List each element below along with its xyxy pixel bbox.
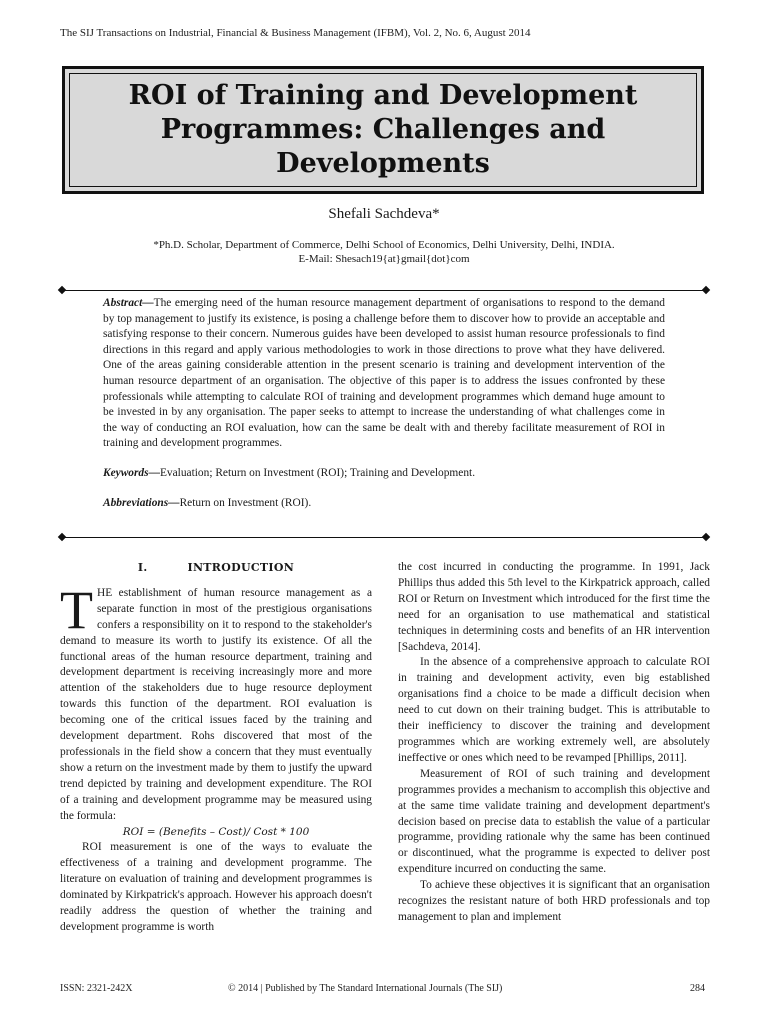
keywords xyxy=(103,466,665,482)
abbreviations-label: Abbreviations— xyxy=(103,496,180,509)
divider-top xyxy=(62,290,706,291)
column-right xyxy=(398,560,710,926)
paper-title: ROI of Training and Development Programmes: Challenges and Developments xyxy=(128,80,638,179)
intro-paragraph-1 xyxy=(60,579,372,825)
right-paragraph-1: the cost incurred in conducting the programme. In 1991, Jack Phillips thus added this 5th level to the Kirkpatrick approach, called ROI or Return on Investment which introduced for the first time the need for an organisation to use mathematical and statistical techniques in determining costs and benefits of an HR intervention [Sachdeva, 2014]. xyxy=(398,561,710,653)
abstract-label: Abstract— xyxy=(103,297,154,309)
section-number: I. xyxy=(137,561,148,574)
abbreviations-text: Return on Investment (ROI). xyxy=(179,496,312,509)
column-left xyxy=(60,560,372,936)
divider-diamond-left xyxy=(58,286,66,294)
abstract xyxy=(103,296,665,452)
author-email: E-Mail: Shesach19{at}gmail{dot}com xyxy=(298,253,470,265)
intro-paragraph-1-text: HE establishment of human resource management as a separate function in most of the prestigious organisations confers a responsibility on it to respond to the stakeholder's demand to measure its worth to justify its existence. Of all the functional areas of the human resource department, training and development department is receiving increasingly more and more attention of the stakeholders due to huge resource deployment towards this function of the department. ROI evaluation is becoming one of the critical issues faced by the training and development department. Rohs discovered that most of the professionals in the field show a concern that they must eventually show a return on the investment made by them to justify the upward trend depicted by training and development expenditure. The ROI of a training and development programme may be measured using the formula: xyxy=(60,586,372,822)
abstract-text: The emerging need of the human resource management department of organisations to respond to the demand by top management to justify its existence, is posing a challenge before them to discover how to provide an acceptable and satisfying response to their concern. Numerous guides have been developed to assist human resource professionals to find directions in this regard and apply various methodologies to work in those directions to prove what they have delivered. One of the areas gaining considerable attention in the present scenario is training and development intervention of the human resource department of an organisation. The objective of this paper is to address the issues confronted by these professionals while attempting to calculate ROI of training and development programmes which demand huge amount to be invested in by any organisation. The paper seeks to attempt to increase the understanding of what challenges come in the way of conducting an ROI evaluation, how can the same be dealt with and thereby facilitate measurement of ROI in training and development programmes. xyxy=(103,297,665,450)
right-paragraph-4: To achieve these objectives it is significant that an organisation recognizes the resistant nature of both HRD professionals and top management to plan and implement xyxy=(398,879,710,923)
abstract-block xyxy=(103,296,665,525)
footer-page-number: 284 xyxy=(690,983,705,994)
divider-diamond-right xyxy=(702,533,710,541)
drop-cap: T xyxy=(60,579,93,640)
right-paragraph-3: Measurement of ROI of such training and development programmes provides a mechanism to accomplish this objective and at the same time validate training and development department's decision based on precise data to establish the value of a particular programme, providing rationale why the same has been continued or discontinued, what the programme is expected to deliver post expenditure incurred on conducting the same. xyxy=(398,767,710,876)
divider-bottom xyxy=(62,537,706,538)
affiliation-line: *Ph.D. Scholar, Department of Commerce, Delhi School of Economics, Delhi University, Delhi, INDIA. xyxy=(153,239,615,251)
divider-diamond-right xyxy=(702,286,710,294)
footer-issn: ISSN: 2321-242X xyxy=(60,983,133,994)
keywords-label: Keywords— xyxy=(103,466,160,479)
abbreviations xyxy=(103,496,665,512)
intro-paragraph-2: ROI measurement is one of the ways to evaluate the effectiveness of a training and development programme. The literature on evaluation of training and development programmes is dominated by Kirkpatrick's approach. However his approach doesn't readily address the question of whether the training and development programme is worth xyxy=(60,841,372,933)
section-heading xyxy=(60,560,372,576)
footer-publisher: © 2014 | Published by The Standard International Journals (The SIJ) xyxy=(228,983,503,994)
divider-diamond-left xyxy=(58,533,66,541)
affiliation xyxy=(0,238,768,266)
right-paragraph-2: In the absence of a comprehensive approach to calculate ROI in training and development activity, even big established organisations find a choice to be made a difficult decision when need to cut down on their training budget. This is attributable to their inefficiency to discover the training and development programmes which are working extremely well, are absolutely ineffective or ones which need to be revamped [Phillips, 2011]. xyxy=(398,656,710,764)
author-name: Shefali Sachdeva* xyxy=(328,206,440,222)
running-header: The SIJ Transactions on Industrial, Financial & Business Management (IFBM), Vol. 2, No. 6, August 2014 xyxy=(60,27,531,39)
section-title: INTRODUCTION xyxy=(187,561,295,574)
roi-formula: ROI = (Benefits – Cost)/ Cost * 100 xyxy=(122,825,310,838)
title-box xyxy=(62,66,704,194)
keywords-text: Evaluation; Return on Investment (ROI); Training and Development. xyxy=(159,466,476,479)
